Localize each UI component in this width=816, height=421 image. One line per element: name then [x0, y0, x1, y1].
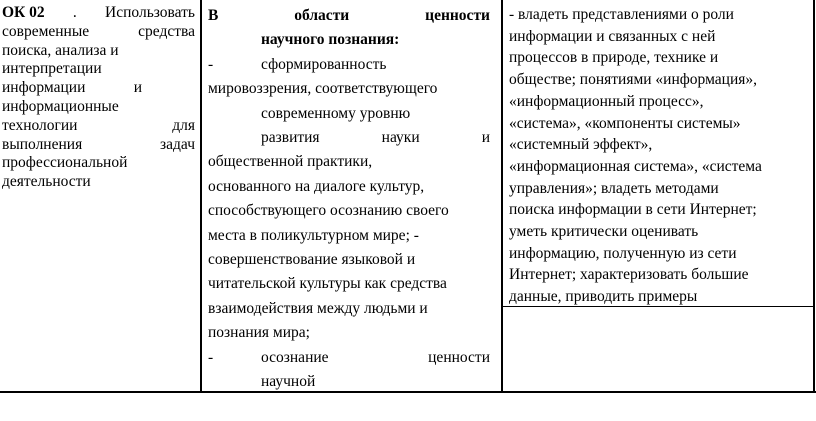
subject-results-cell — [509, 4, 804, 308]
list-item-line: основанного на диалоге культур, — [208, 177, 425, 195]
list-item-line: способствующего осознанию своего — [208, 202, 449, 220]
competency-code: ОК 02 — [2, 4, 45, 21]
subject-result-line: «информационная система», «система — [509, 157, 762, 175]
list-item-text — [261, 346, 490, 370]
list-item-word: ценности — [428, 348, 490, 366]
competency-cell — [2, 4, 195, 192]
competency-text-word: информационные — [2, 97, 119, 115]
competency-text-word: выполнения — [2, 135, 83, 153]
competency-line — [2, 136, 195, 155]
table-vertical-rule-2 — [501, 0, 503, 392]
competency-text-word: технологии — [2, 116, 78, 134]
table-vertical-rule-1 — [200, 0, 202, 392]
heading-word: области — [294, 7, 350, 24]
list-item-line: научной — [261, 373, 316, 391]
competency-line — [2, 117, 195, 136]
competency-text-word: и — [133, 79, 142, 97]
list-item-text: сформированность — [261, 55, 387, 73]
subject-result-line: данные, приводить примеры — [509, 288, 698, 306]
competency-text-word: поиска, анализа и — [2, 41, 119, 59]
competency-text-word: для — [172, 116, 195, 134]
list-item-line: читательской культуры как средства — [208, 275, 447, 293]
competency-line — [2, 79, 142, 98]
subject-result-line: управления»; владеть методами — [509, 179, 719, 197]
list-dash: - — [208, 348, 214, 366]
subject-result-line: «система», «компоненты системы» — [509, 114, 741, 132]
competency-line — [2, 154, 195, 173]
heading-word: ценности — [425, 7, 490, 24]
list-item-line: общественной практики, — [208, 153, 373, 171]
competency-text-word: профессиональной — [2, 154, 128, 172]
list-item-line: познания мира; — [208, 324, 310, 342]
subject-result-line: «системный эффект», — [509, 136, 653, 154]
subject-result-line: - владеть представлениями о роли — [509, 6, 734, 23]
subject-result-line: Интернет; характеризовать большие — [509, 266, 749, 284]
subject-result-line: уметь критически оценивать — [509, 223, 699, 241]
competency-line — [2, 42, 195, 61]
subject-result-line: процессов в природе, технике и — [509, 49, 719, 67]
subject-result-line: поиска информации в сети Интернет; — [509, 201, 757, 219]
competency-first-line: ОК 02 . Использовать — [2, 4, 195, 21]
competency-line — [2, 173, 195, 192]
subject-result-line: «информационный процесс», — [509, 92, 704, 110]
list-item-2-first-line — [208, 346, 490, 370]
list-item-word: и — [481, 129, 490, 147]
competency-text-word: информации — [2, 79, 86, 97]
table-vertical-rule-right — [813, 0, 815, 392]
list-item-line: современному уровню — [261, 104, 411, 122]
heading-word: В — [208, 7, 219, 24]
list-item-word: развития — [261, 129, 320, 147]
subject-result-line: информации и связанных с ней — [509, 27, 716, 45]
list-item-1-first-line — [208, 53, 490, 77]
competency-line — [2, 23, 195, 42]
competency-text-word: средства — [138, 22, 195, 40]
competency-text-word: современные — [2, 22, 90, 40]
list-item-line — [208, 126, 490, 150]
section-heading-line-1 — [208, 4, 490, 28]
competency-text-word: интерпретации — [2, 60, 102, 78]
subject-result-line: обществе; понятиями «информация», — [509, 71, 757, 89]
competency-text-word: задач — [160, 135, 195, 153]
list-item-line: совершенствование языковой и — [208, 251, 416, 269]
section-heading-line-2: научного познания: — [261, 31, 400, 49]
list-item-line: мировоззрения, соответствующего — [208, 80, 438, 98]
list-item-word: науки — [381, 129, 420, 147]
competency-line — [2, 98, 195, 117]
list-item-line: взаимодействия между людьми и — [208, 299, 428, 317]
personal-results-cell — [208, 4, 490, 395]
list-item-word: осознание — [261, 348, 329, 366]
subject-result-line: информацию, полученную из сети — [509, 244, 737, 262]
competency-text-word: Использовать — [105, 4, 195, 21]
competency-text-word: деятельности — [2, 173, 91, 191]
competency-line — [2, 60, 195, 79]
list-item-line: места в поликультурном мире; - — [208, 226, 419, 244]
list-dash: - — [208, 55, 214, 73]
